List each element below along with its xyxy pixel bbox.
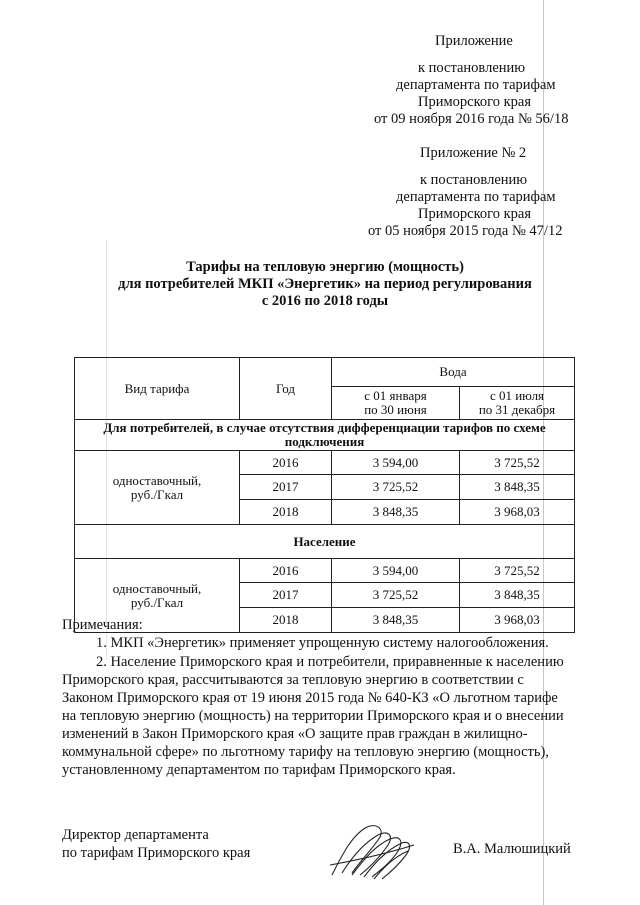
table-cell-value: 3 848,35 [460, 475, 575, 500]
table-cell-year: 2017 [240, 475, 332, 500]
signer-position-line2: по тарифам Приморского края [62, 845, 251, 861]
appendix2-line3: Приморского края [418, 206, 532, 222]
header-year: Год [240, 358, 332, 420]
table-cell-value: 3 848,35 [460, 583, 575, 608]
table-cell-value: 3 594,00 [332, 451, 460, 475]
tariff-table [74, 357, 575, 633]
note-item-2-line6: коммунальной сфере» по льготному тарифу на тепловую энергию (мощность), [62, 744, 549, 760]
table-cell-year: 2018 [240, 500, 332, 525]
handwritten-signature [322, 815, 422, 885]
group1-label [75, 451, 240, 525]
note-item-2-line3: Законом Приморского края от 19 июня 2015 года № 640-КЗ «О льготном тарифе [62, 690, 558, 706]
notes-heading: Примечания: [62, 617, 143, 633]
note-item-2-line5: изменений в Закон Приморского края «О защите прав граждан в жилищно- [62, 726, 528, 742]
table-cell-value: 3 725,52 [332, 475, 460, 500]
header-period-2 [460, 387, 575, 420]
doc-title-line1: Тарифы на тепловую энергию (мощность) [186, 259, 464, 275]
note-item-2-line4: на тепловую энергию (мощность) на территории Приморского края и о внесении [62, 708, 564, 724]
appendix-title: Приложение [435, 33, 513, 49]
table-cell-value: 3 725,52 [460, 451, 575, 475]
note-item-2-line7: установленному департаментом по тарифам Приморского края. [62, 762, 456, 778]
appendix-line4: от 09 ноября 2016 года № 56/18 [374, 111, 569, 127]
table-cell-value: 3 594,00 [332, 559, 460, 583]
header-water: Вода [332, 358, 575, 387]
table-cell-year: 2017 [240, 583, 332, 608]
header-period-1 [332, 387, 460, 420]
appendix-line2: департамента по тарифам [396, 77, 556, 93]
group2-label-b: руб./Гкал [130, 594, 184, 610]
appendix2-line4: от 05 ноября 2015 года № 47/12 [368, 223, 563, 239]
header-period-1-from: с 01 января [364, 388, 427, 403]
table-cell-year: 2016 [240, 559, 332, 583]
group1-label-a: одноставочный, [112, 472, 202, 488]
table-cell-year: 2016 [240, 451, 332, 475]
table-cell-value: 3 848,35 [332, 500, 460, 525]
doc-title-line3: с 2016 по 2018 годы [261, 293, 389, 309]
header-period-2-from: с 01 июля [489, 388, 545, 403]
table-cell-year: 2018 [240, 608, 332, 633]
header-period-1-to: по 30 июня [364, 402, 427, 417]
table-cell-value: 3 725,52 [460, 559, 575, 583]
group1-label-b: руб./Гкал [130, 486, 184, 502]
appendix2-line1: к постановлению [420, 172, 528, 188]
table-cell-value: 3 968,03 [460, 608, 575, 633]
section-population: Население [75, 525, 575, 559]
header-tariff-type: Вид тарифа [75, 358, 240, 420]
note-item-2-line2: Приморского края, рассчитываются за тепловую энергию в соответствии с [62, 672, 524, 688]
section-general-consumers: Для потребителей, в случае отсутствия дифференциации тарифов по схеме подключения [75, 420, 575, 451]
group2-label-a: одноставочный, [112, 580, 202, 596]
appendix2-title: Приложение № 2 [420, 145, 527, 161]
appendix-line3: Приморского края [418, 94, 532, 110]
signer-position-line1: Директор департамента [62, 827, 209, 843]
appendix-line1: к постановлению [418, 60, 526, 76]
doc-title-line2: для потребителей МКП «Энергетик» на период регулирования [118, 276, 532, 292]
note-item-2-line1: 2. Население Приморского края и потребители, приравненные к населению [96, 654, 564, 670]
table-cell-value: 3 725,52 [332, 583, 460, 608]
header-period-2-to: по 31 декабря [478, 402, 556, 417]
appendix2-line2: департамента по тарифам [396, 189, 556, 205]
table-cell-value: 3 968,03 [460, 500, 575, 525]
table-cell-value: 3 848,35 [332, 608, 460, 633]
note-item-1: 1. МКП «Энергетик» применяет упрощенную систему налогообложения. [96, 635, 549, 651]
signer-name: В.А. Малюшицкий [453, 841, 571, 857]
